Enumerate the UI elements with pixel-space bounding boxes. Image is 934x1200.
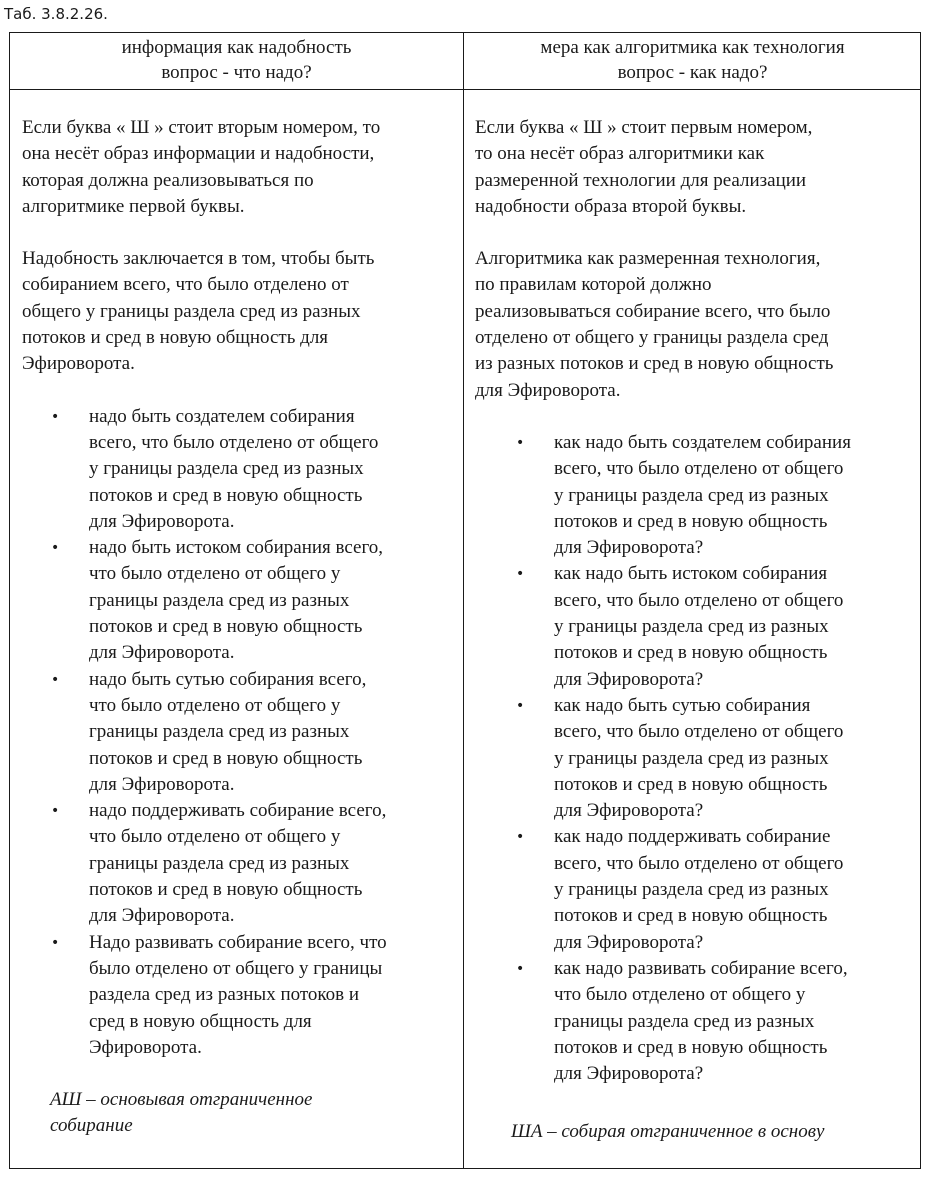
bullet-icon: •	[516, 960, 525, 977]
text-line: потоков и сред в новую общность	[554, 773, 828, 795]
comparison-table	[9, 32, 921, 1169]
list-item	[22, 798, 452, 929]
list-item	[487, 693, 915, 824]
text-line: границы раздела сред из разных	[89, 721, 350, 743]
text-line: отделено от общего у границы раздела сред	[475, 327, 829, 349]
text-line: реализовываться собирание всего, что было	[475, 300, 831, 322]
text-line: как надо быть сутью собирания	[554, 694, 811, 716]
text-line: потоков и сред в новую общность	[89, 484, 363, 506]
bullet-icon: •	[516, 697, 525, 714]
right-column	[475, 115, 915, 1146]
bullet-icon: •	[516, 566, 525, 583]
text-line: что было отделено от общего у	[89, 826, 341, 848]
list-item	[22, 404, 452, 535]
text-line: потоков и сред в новую общность	[89, 879, 363, 901]
text-line: надо поддерживать собирание всего,	[89, 800, 387, 822]
text-line: по правилам которой должно	[475, 274, 712, 296]
right-bullet-list	[487, 430, 915, 1087]
bullet-icon: •	[51, 803, 60, 820]
text-line: она несёт образ информации и надобности,	[22, 143, 375, 165]
text-line: всего, что было отделено от общего	[89, 431, 379, 453]
list-item	[22, 930, 452, 1061]
text-line: Если буква « Ш » стоит вторым номером, то	[22, 117, 381, 138]
text-line: потоков и сред в новую общность	[89, 747, 363, 769]
text-line: Эфироворота.	[22, 353, 135, 375]
header-right-line: мера как алгоритмика как технология	[540, 37, 845, 58]
header-left-line: информация как надобность	[121, 37, 352, 58]
text-line: всего, что было отделено от общего	[554, 589, 844, 611]
header-left	[10, 35, 463, 89]
text-line: потоков и сред в новую общность	[554, 642, 828, 664]
text-line: потоков и сред в новую общность для	[22, 327, 329, 349]
text-line: Если буква « Ш » стоит первым номером,	[475, 117, 813, 138]
text-line: потоков и сред в новую общность	[89, 616, 363, 638]
text-line: всего, что было отделено от общего	[554, 458, 844, 480]
text-line: для Эфироворота.	[475, 379, 621, 401]
text-line: собиранием всего, что было отделено от	[22, 274, 349, 296]
list-item	[487, 824, 915, 955]
left-footer	[50, 1087, 452, 1140]
text-line: границы раздела сред из разных	[554, 1010, 815, 1032]
text-line: которая должна реализовываться по	[22, 169, 314, 191]
text-line: как надо быть создателем собирания	[554, 431, 851, 453]
text-line: надо быть создателем собирания	[89, 405, 355, 427]
text-line: Надобность заключается в том, чтобы быть	[22, 248, 375, 270]
left-paragraph-2	[22, 246, 452, 377]
list-item	[487, 561, 915, 692]
text-line: что было отделено от общего у	[89, 563, 341, 585]
bullet-icon: •	[51, 934, 60, 951]
text-line: сред в новую общность для	[89, 1010, 312, 1032]
text-line: для Эфироворота?	[554, 1063, 704, 1085]
left-bullet-list	[22, 404, 452, 1061]
left-paragraph-1	[22, 115, 452, 220]
text-line: потоков и сред в новую общность	[554, 1036, 828, 1058]
text-line: для Эфироворота.	[89, 905, 235, 927]
text-line: общего у границы раздела сред из разных	[22, 300, 361, 322]
text-line: у границы раздела сред из разных	[554, 484, 829, 506]
text-line: алгоритмике первой буквы.	[22, 195, 245, 217]
text-line: АШ – основывая отграниченное	[50, 1089, 313, 1111]
text-line: как надо поддерживать собирание	[554, 826, 831, 848]
text-line: как надо развивать собирание всего,	[554, 957, 848, 979]
left-column	[22, 115, 452, 1140]
text-line: как надо быть истоком собирания	[554, 563, 828, 585]
text-line: потоков и сред в новую общность	[554, 510, 828, 532]
text-line: границы раздела сред из разных	[89, 852, 350, 874]
text-line: для Эфироворота?	[554, 537, 704, 559]
text-line: для Эфироворота?	[554, 668, 704, 690]
text-line: размеренной технологии для реализации	[475, 169, 807, 191]
bullet-icon: •	[516, 829, 525, 846]
right-paragraph-2	[475, 246, 915, 404]
text-line: то она несёт образ алгоритмики как	[475, 143, 765, 165]
text-line: у границы раздела сред из разных	[554, 616, 829, 638]
header-right-line: вопрос - как надо?	[617, 62, 768, 83]
text-line: надо быть сутью собирания всего,	[89, 668, 367, 690]
table-caption: Таб. 3.8.2.26.	[4, 5, 108, 23]
text-line: для Эфироворота.	[89, 642, 235, 664]
right-paragraph-1	[475, 115, 915, 220]
bullet-icon: •	[51, 408, 60, 425]
text-line: раздела сред из разных потоков и	[89, 984, 360, 1006]
text-line: для Эфироворота?	[554, 800, 704, 822]
column-divider	[463, 33, 464, 1168]
text-line: всего, что было отделено от общего	[554, 721, 844, 743]
text-line: всего, что было отделено от общего	[554, 852, 844, 874]
text-line: из разных потоков и сред в новую общность	[475, 353, 834, 375]
bullet-icon: •	[51, 671, 60, 688]
list-item	[22, 535, 452, 666]
text-line: было отделено от общего у границы	[89, 957, 383, 979]
list-item	[487, 430, 915, 561]
text-line: надобности образа второй буквы.	[475, 195, 747, 217]
text-line: что было отделено от общего у	[554, 984, 806, 1006]
text-line: Надо развивать собирание всего, что	[89, 931, 387, 953]
text-line: надо быть истоком собирания всего,	[89, 537, 384, 559]
text-line: для Эфироворота?	[554, 931, 704, 953]
text-line: у границы раздела сред из разных	[554, 879, 829, 901]
text-line: для Эфироворота.	[89, 773, 235, 795]
text-line: потоков и сред в новую общность	[554, 905, 828, 927]
text-line: что было отделено от общего у	[89, 694, 341, 716]
text-line: ША – собирая отграниченное в основу	[511, 1121, 825, 1143]
bullet-icon: •	[516, 434, 525, 451]
list-item	[487, 956, 915, 1087]
bullet-icon: •	[51, 540, 60, 557]
text-line: Алгоритмика как размеренная технология,	[475, 248, 821, 270]
list-item	[22, 667, 452, 798]
text-line: Эфироворота.	[89, 1036, 202, 1058]
text-line: у границы раздела сред из разных	[554, 747, 829, 769]
header-divider	[10, 89, 920, 90]
text-line: собирание	[50, 1115, 133, 1137]
header-left-line: вопрос - что надо?	[161, 62, 312, 83]
right-footer	[511, 1119, 915, 1145]
text-line: у границы раздела сред из разных	[89, 458, 364, 480]
text-line: для Эфироворота.	[89, 510, 235, 532]
text-line: границы раздела сред из разных	[89, 589, 350, 611]
header-right	[465, 35, 920, 89]
